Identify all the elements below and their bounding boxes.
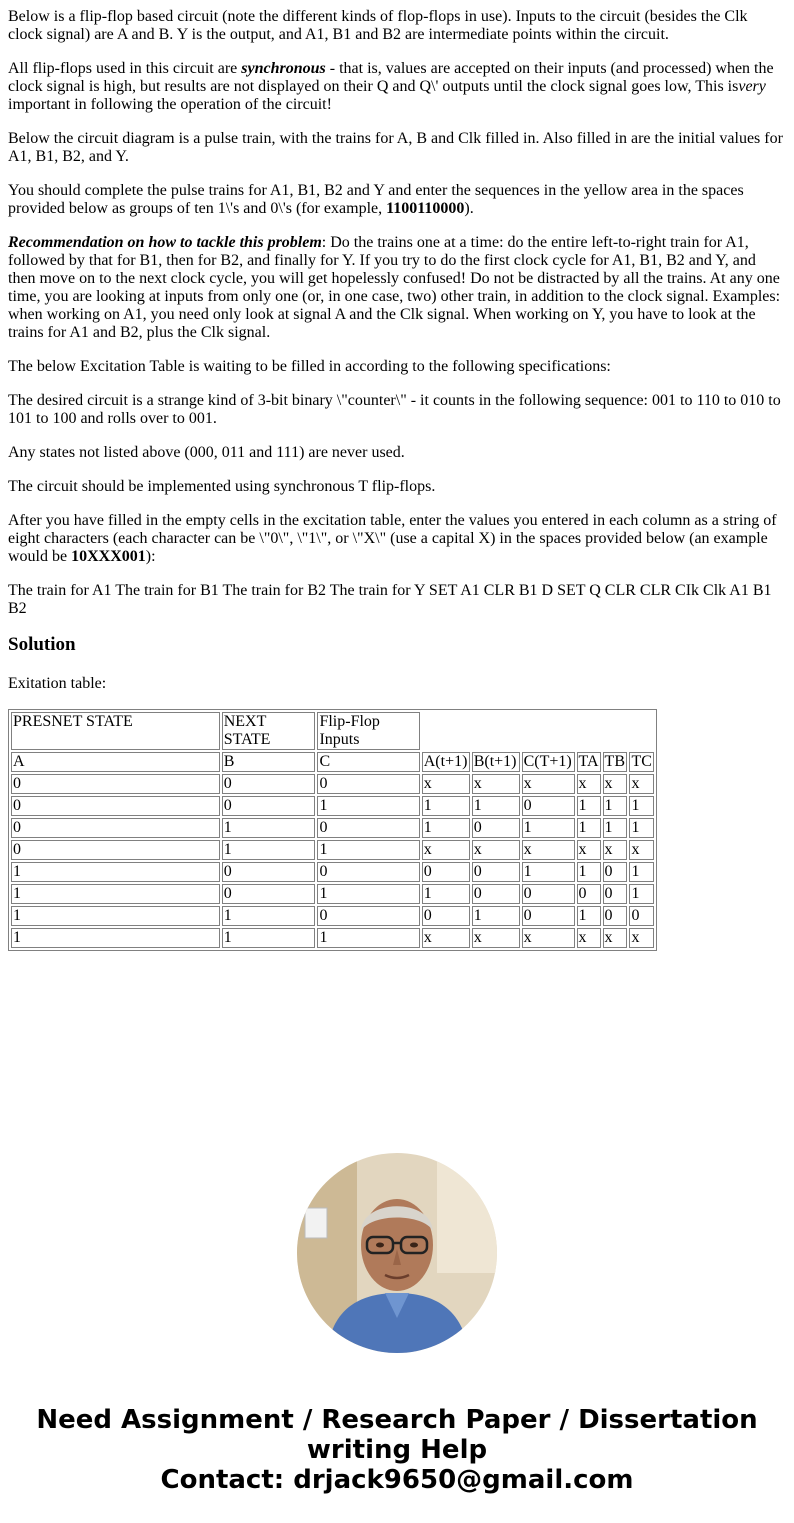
group-header-flip-flop-inputs: Flip-Flop Inputs [317,712,419,750]
table-cell: 0 [472,818,520,838]
table-cell: 1 [422,796,470,816]
table-cell: 0 [472,862,520,882]
intro-paragraph-11: The train for A1 The train for B1 The train for B2 The train for Y SET A1 CLR B1 D SET Q CLR CLR CIk Clk A1 B1 B2 [8,582,772,617]
table-cell: 1 [522,818,575,838]
document-body [8,8,786,951]
table-row [11,818,654,838]
table-cell: x [629,928,654,948]
intro-paragraph-9: The circuit should be implemented using synchronous T flip-flops. [8,478,436,495]
table-cell: 1 [317,884,419,904]
p2-text-post: important in following the operation of the circuit! [8,96,332,113]
table-cell: 1 [577,818,601,838]
table-cell: 0 [522,906,575,926]
table-cell: x [522,774,575,794]
table-row [11,884,654,904]
table-cell: x [422,928,470,948]
table-cell: 1 [317,928,419,948]
intro-paragraph-7: The desired circuit is a strange kind of 3-bit binary \"counter\" - it counts in the following sequence: 001 to 110 to 010 to 101 to 100 and rolls over to 001. [8,392,781,427]
table-cell: 1 [522,862,575,882]
table-row [11,862,654,882]
column-header: A [11,752,220,772]
table-cell: x [522,840,575,860]
table-caption: Exitation table: [8,675,107,692]
table-cell: 0 [629,906,654,926]
intro-paragraph-4 [8,182,786,218]
table-cell: 1 [472,906,520,926]
avatar-photo [297,1153,497,1353]
table-cell: 0 [422,906,470,926]
table-cell: 1 [422,818,470,838]
table-cell: x [629,840,654,860]
column-header: C [317,752,419,772]
table-cell: 1 [11,862,220,882]
table-cell: 0 [472,884,520,904]
intro-paragraph-10 [8,512,786,566]
table-cell: 0 [522,884,575,904]
intro-paragraph-3: Below the circuit diagram is a pulse train, with the trains for A, B and Clk filled in. Also filled in are the initial values for A1, B1, B2, and Y. [8,130,783,165]
p10-text: After you have filled in the empty cells in the excitation table, enter the values you entered in each column as a string of eight characters (each character can be \"0\", \"1\", or \"X\" (use a capital X) in the spaces provided below (an example would be [8,512,777,565]
group-header-next-state: NEXT STATE [222,712,316,750]
table-cell: x [522,928,575,948]
p5-text: : Do the trains one at a time: do the entire left-to-right train for A1, followed by that for B1, then for B2, and finally for Y. If you try to do the first clock cycle for A1, B1, B2 and Y, and then move on to the next clock cycle, you will get hopelessly confused! Do not be distracted by all the trains. At any one time, you are looking at inputs from only one (or, in one case, two) other train, in addition to the clock signal. Examples: when working on A1, you need only look at signal A and the Clk signal. When working on Y, you have to look at the trains for A1 and B2, plus the Clk signal. [8,234,781,341]
p4-bold: 1100110000 [386,200,465,217]
intro-paragraph-2 [8,60,786,114]
table-cell: 0 [11,774,220,794]
table-cell: x [422,840,470,860]
table-cell: 1 [222,906,316,926]
table-cell: x [422,774,470,794]
table-cell: x [472,774,520,794]
p4-text-post: ). [464,200,474,217]
intro-paragraph-5 [8,234,786,342]
table-cell: 1 [629,884,654,904]
table-cell: 1 [317,840,419,860]
table-cell: 1 [629,862,654,882]
table-cell: 0 [603,884,628,904]
column-header: TB [603,752,628,772]
table-cell: 1 [472,796,520,816]
column-header: C(T+1) [522,752,575,772]
table-cell: x [577,928,601,948]
table-row [11,796,654,816]
table-cell: 1 [11,928,220,948]
table-cell: 0 [522,796,575,816]
table-cell: 0 [603,862,628,882]
p2-text-mid: - that is, values are accepted on their inputs (and processed) when the clock signal is high, but results are not displayed on their Q and Q\' outputs until the clock signal goes low, This is [8,60,774,95]
table-cell: 1 [222,818,316,838]
table-row [11,840,654,860]
p5-emphasis: Recommendation on how to tackle this problem [8,234,322,251]
table-cell: x [603,774,628,794]
table-cell: 1 [577,796,601,816]
table-cell: 0 [11,840,220,860]
table-cell: 0 [317,818,419,838]
table-cell: 1 [629,796,654,816]
table-cell: 0 [11,818,220,838]
table-cell: 0 [222,884,316,904]
table-group-header-row [11,712,654,750]
p4-text: You should complete the pulse trains for A1, B1, B2 and Y and enter the sequences in the yellow area in the spaces provided below as groups of ten 1\'s and 0\'s (for example, [8,182,744,217]
table-cell: x [577,840,601,860]
intro-paragraph-6: The below Excitation Table is waiting to be filled in according to the following specifications: [8,358,611,375]
table-cell: 1 [603,796,628,816]
promo-contact: Contact: drjack9650@gmail.com [160,1465,634,1495]
table-cell: 1 [11,884,220,904]
table-row [11,928,654,948]
table-cell: x [472,840,520,860]
table-cell: 0 [222,796,316,816]
intro-paragraph-1: Below is a flip-flop based circuit (note the different kinds of flop-flops in use). Inputs to the circuit (besides the Clk clock signal) are A and B. Y is the output, and A1, B1 and B2 are intermediate points within the circuit. [8,8,748,43]
p2-text: All flip-flops used in this circuit are [8,60,242,77]
column-header: TA [578,753,599,770]
table-cell: x [603,928,628,948]
table-cell: 1 [317,796,419,816]
table-cell: 1 [222,928,316,948]
column-header: A(t+1) [422,752,470,772]
promo-banner [0,1405,794,1495]
solution-heading: Solution [8,634,76,655]
table-cell: 1 [629,818,654,838]
p2-emphasis: synchronous [241,60,326,77]
table-row [11,906,654,926]
table-cell: 1 [603,818,628,838]
group-header-present-state: PRESNET STATE [11,712,220,750]
table-cell: 0 [11,796,220,816]
column-header: B(t+1) [472,752,520,772]
table-cell: 0 [603,906,628,926]
table-cell: 0 [222,862,316,882]
table-cell: x [472,928,520,948]
promo-line-2: writing Help [306,1435,488,1465]
p10-text-post: ): [145,548,156,565]
excitation-table [8,709,657,951]
column-header: TC [629,752,654,772]
table-cell: 0 [317,906,419,926]
table-cell: 0 [422,862,470,882]
table-cell: 1 [422,884,470,904]
avatar [297,1153,497,1353]
table-cell: 0 [222,774,316,794]
table-cell: 0 [317,862,419,882]
table-column-header-row [11,752,654,772]
table-cell: 1 [11,906,220,926]
p2-emphasis-2: very [738,78,766,95]
table-row [11,774,654,794]
p10-bold: 10XXX001 [71,548,146,565]
table-cell: x [577,774,601,794]
column-header: B [222,752,316,772]
intro-paragraph-8: Any states not listed above (000, 011 and 111) are never used. [8,444,405,461]
table-cell: 1 [577,862,601,882]
table-cell: x [603,840,628,860]
table-cell: 0 [317,774,419,794]
promo-line-1: Need Assignment / Research Paper / Dissertation [36,1405,758,1435]
table-cell: 1 [577,906,601,926]
table-cell: 0 [577,884,601,904]
table-cell: 1 [222,840,316,860]
table-cell: x [629,774,654,794]
